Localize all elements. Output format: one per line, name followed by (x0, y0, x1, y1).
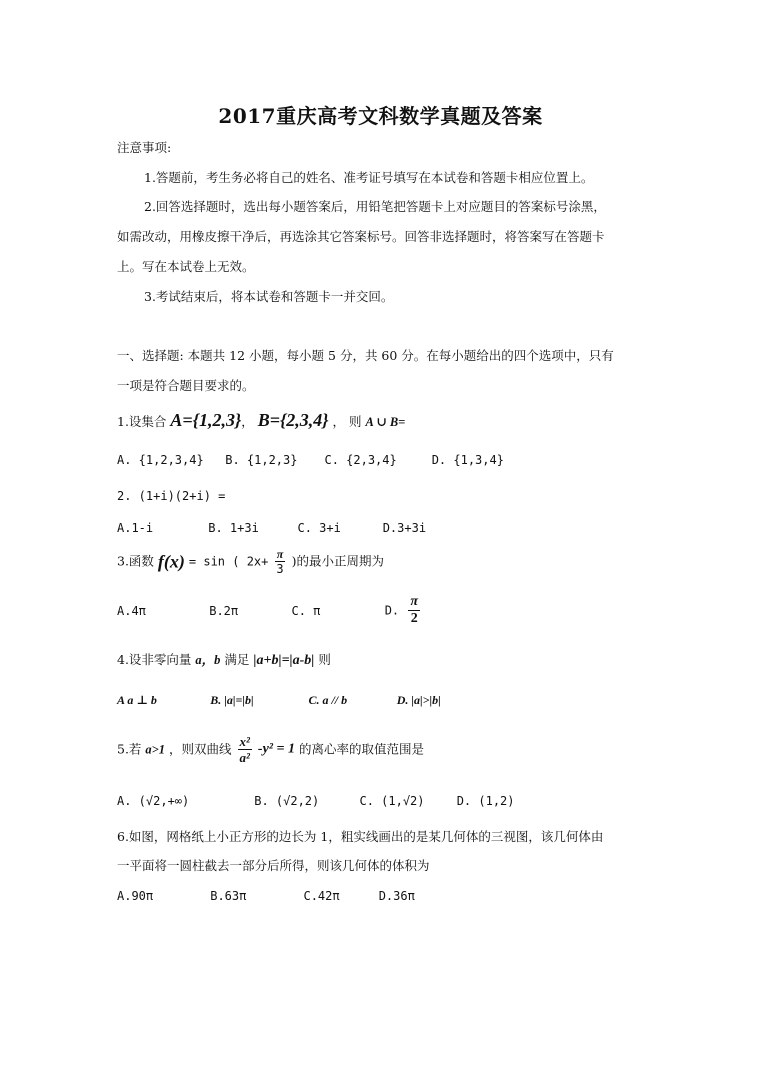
question-5-options (117, 794, 515, 808)
q6-option-d: D.36π (378, 889, 415, 903)
q3-option-d-fraction (408, 595, 420, 626)
q5-option-b: B. (√2,2) (254, 794, 320, 808)
q3-option-d-label: D. (384, 603, 400, 618)
q6-option-c: C.42π (303, 889, 340, 903)
q1-option-a: A. {1,2,3,4} (117, 453, 204, 467)
q5-suffix: 的离心率的取值范围是 (298, 741, 424, 757)
notice-item-2-line-2: 如需改动，用橡皮擦干净后，再选涂其它答案标号。回答非选择题时，将答案写在答题卡 (117, 229, 605, 244)
q5-mid: ，则双曲线 (169, 741, 232, 757)
question-2-options (117, 521, 426, 535)
q1-option-c: C. {2,3,4} (324, 453, 397, 467)
question-5-stem (117, 735, 424, 764)
question-2-stem: 2. (1+i)(2+i) = (117, 489, 226, 503)
question-4-stem (117, 652, 331, 669)
notice-item-3: 3.考试结束后，将本试卷和答题卡一并交回。 (144, 289, 394, 304)
q4-mid: 满足 (224, 652, 250, 667)
q1-set-a: A={1,2,3} (170, 410, 242, 430)
q5-option-a: A. (√2,+∞) (117, 794, 190, 808)
q6-option-a: A.90π (117, 889, 154, 903)
q3-frac-num: π (276, 547, 284, 561)
q5-frac-den: a² (239, 750, 250, 765)
page-title: 2017重庆高考文科数学真题及答案 (218, 104, 543, 128)
q4-suffix: 则 (318, 652, 331, 667)
q2-option-b: B. 1+3i (208, 521, 259, 535)
q4-prefix: 4.设非零向量 (117, 652, 192, 667)
q1-comma: ， (241, 414, 254, 429)
q2-option-c: C. 3+i (297, 521, 341, 535)
q6-option-b: B.63π (210, 889, 247, 903)
q3-option-d-num: π (410, 594, 419, 609)
q1-expr: A ∪ B= (365, 415, 406, 429)
question-6-line-2: 一平面将一圆柱截去一部分后所得，则该几何体的体积为 (117, 858, 430, 873)
q3-mid: = sin ( 2x+ (188, 554, 269, 569)
question-1-stem (117, 412, 405, 430)
q4-condition: |a+b|=|a-b| (253, 653, 315, 668)
notice-item-2-line-3: 上。写在本试卷上无效。 (117, 259, 255, 274)
question-3-options (117, 595, 422, 626)
notice-heading: 注意事项: (117, 140, 172, 155)
notice-item-1: 1.答题前，考生务必将自己的姓名、准考证号填写在本试卷和答题卡相应位置上。 (144, 170, 594, 185)
q4-option-a: A a ⊥ b (117, 693, 157, 707)
q1-set-b: B={2,3,4} (257, 410, 329, 430)
q5-frac-num: x² (239, 734, 250, 749)
q3-func: f(x) (157, 551, 185, 572)
question-1-options (117, 453, 504, 467)
q1-then: ， 则 (332, 414, 362, 429)
q5-prefix: 5.若 (117, 741, 142, 757)
q4-option-c: C. a // b (308, 693, 348, 707)
question-6-line-1: 6.如图，网格纸上小正方形的边长为 1，粗实线画出的是某几何体的三视图，该几何体由 (117, 829, 604, 844)
q2-option-d: D.3+3i (382, 521, 427, 535)
q4-option-b: B. |a|=|b| (210, 693, 254, 707)
q3-fraction (274, 548, 285, 575)
q4-option-d: D. |a|>|b| (396, 693, 441, 707)
q4-vectors: a，b (195, 653, 221, 667)
q1-prefix: 1.设集合 (117, 414, 167, 429)
question-3-stem (117, 548, 384, 575)
q1-option-d: D. {1,3,4} (431, 453, 504, 467)
q5-option-c: C. (1,√2) (359, 794, 425, 808)
q5-fraction (238, 735, 252, 764)
q3-suffix: )的最小正周期为 (291, 553, 384, 569)
q5-condition: a>1 (145, 742, 166, 757)
q3-option-a: A.4π (117, 603, 146, 618)
q1-option-b: B. {1,2,3} (225, 453, 298, 467)
section-1-line-2: 一项是符合题目要求的。 (117, 378, 255, 393)
q3-option-c: C. π (291, 603, 321, 618)
q5-option-d: D. (1,2) (456, 794, 515, 808)
q5-rest: -y² = 1 (257, 741, 295, 757)
question-4-options (117, 693, 441, 708)
q3-option-b: B.2π (209, 603, 239, 618)
q3-frac-den: 3 (276, 562, 284, 576)
q3-option-d-den: 2 (410, 611, 418, 626)
notice-item-2-line-1: 2.回答选择题时，选出每小题答案后，用铅笔把答题卡上对应题目的答案标号涂黑， (144, 199, 606, 214)
q2-option-a: A.1-i (117, 521, 154, 535)
question-6-options (117, 889, 415, 903)
section-1-line-1: 一、选择题: 本题共 12 小题，每小题 5 分，共 60 分。在每小题给出的四个选项中，只有 (117, 348, 614, 363)
q3-prefix: 3.函数 (117, 553, 154, 569)
